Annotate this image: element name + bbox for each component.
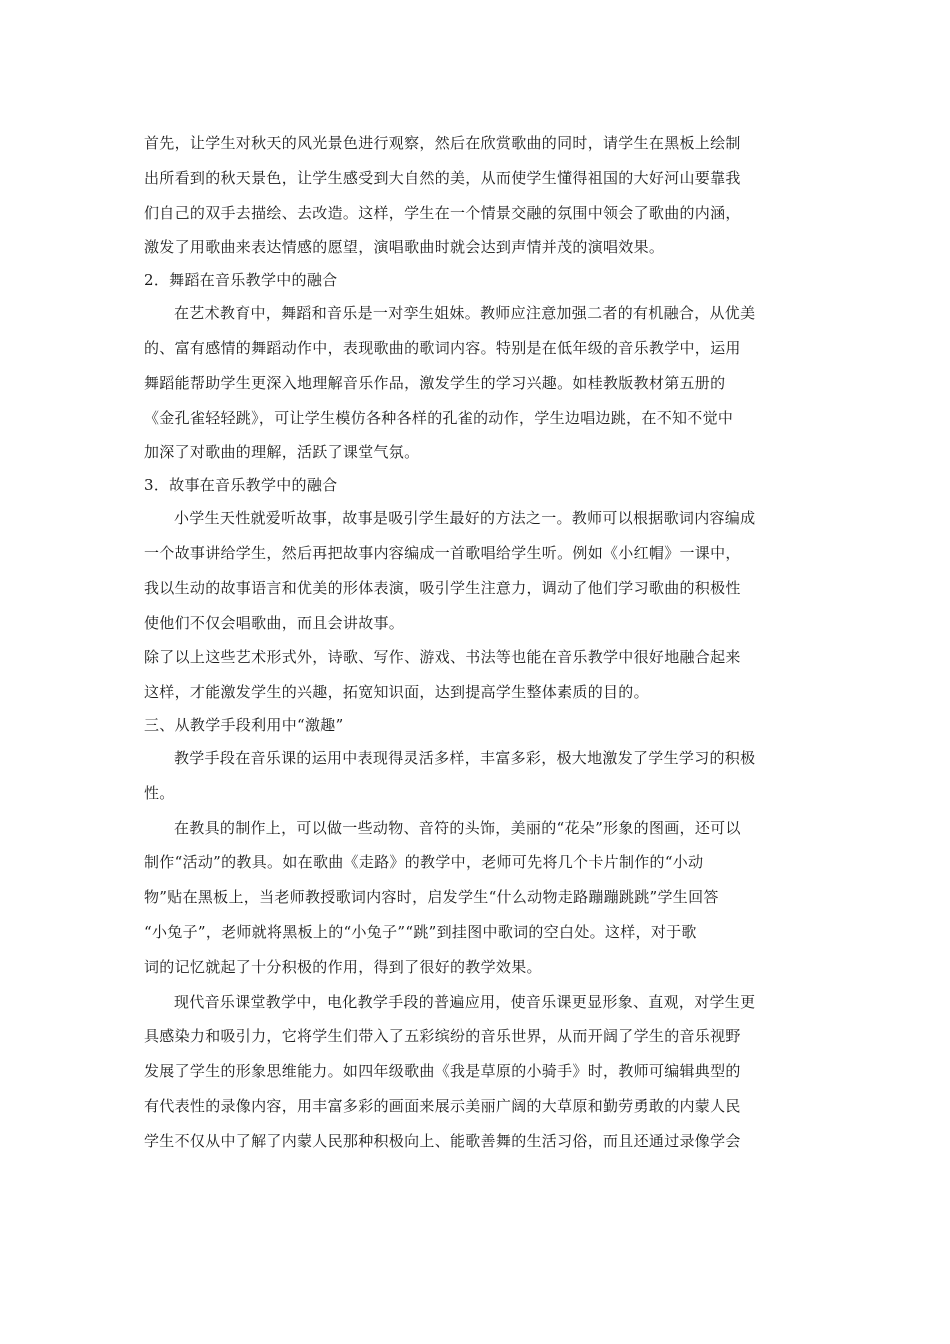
document-page bbox=[144, 126, 812, 1159]
paragraph bbox=[144, 501, 812, 640]
paragraph bbox=[144, 296, 812, 470]
text-line: 有代表性的录像内容，用丰富多彩的画面来展示美丽广阔的大草原和勤劳勇敢的内蒙人民 bbox=[144, 1096, 741, 1115]
text-line: 《金孔雀轻轻跳》，可让学生模仿各种各样的孔雀的动作，学生边唱边跳，在不知不觉中 bbox=[144, 408, 734, 427]
text-line: 小学生天性就爱听故事，故事是吸引学生最好的方法之一。教师可以根据歌词内容编成 bbox=[174, 509, 756, 528]
section-heading: 3．故事在音乐教学中的融合 bbox=[144, 476, 338, 495]
paragraph bbox=[144, 741, 812, 811]
section-heading: 三、从教学手段利用中“激趣” bbox=[144, 715, 344, 734]
text-line: 出所看到的秋天景色，让学生感受到大自然的美，从而使学生懂得祖国的大好河山要靠我 bbox=[144, 168, 741, 187]
text-line: 加深了对歌曲的理解，活跃了课堂气氛。 bbox=[144, 443, 420, 462]
paragraph bbox=[144, 985, 812, 1159]
paragraph bbox=[144, 811, 812, 985]
text-line: 具感染力和吸引力，它将学生们带入了五彩缤纷的音乐世界，从而开阔了学生的音乐视野 bbox=[144, 1027, 741, 1046]
text-line: 词的记忆就起了十分积极的作用，得到了很好的教学效果。 bbox=[144, 957, 542, 976]
text-line: 们自己的双手去描绘、去改造。这样，学生在一个情景交融的氛围中领会了歌曲的内涵， bbox=[144, 203, 741, 222]
text-line: 教学手段在音乐课的运用中表现得灵活多样，丰富多彩，极大地激发了学生学习的积极 bbox=[174, 748, 756, 767]
text-line: “小兔子”，老师就将黑板上的“小兔子”“跳”到挂图中歌词的空白处。这样，对于歌 bbox=[144, 922, 697, 941]
text-line: 的、富有感情的舞蹈动作中，表现歌曲的歌词内容。特别是在低年级的音乐教学中，运用 bbox=[144, 338, 741, 357]
text-line: 一个故事讲给学生，然后再把故事内容编成一首歌唱给学生听。例如《小红帽》一课中， bbox=[144, 543, 741, 562]
text-line: 激发了用歌曲来表达情感的愿望，演唱歌曲时就会达到声情并茂的演唱效果。 bbox=[144, 238, 665, 257]
text-line: 使他们不仅会唱歌曲，而且会讲故事。 bbox=[144, 613, 405, 632]
text-line: 发展了学生的形象思维能力。如四年级歌曲《我是草原的小骑手》时，教师可编辑典型的 bbox=[144, 1062, 741, 1081]
text-line: 舞蹈能帮助学生更深入地理解音乐作品，激发学生的学习兴趣。如桂教版教材第五册的 bbox=[144, 373, 726, 392]
text-line: 在艺术教育中，舞蹈和音乐是一对孪生姐妹。教师应注意加强二者的有机融合，从优美 bbox=[174, 304, 756, 323]
text-line: 制作“活动”的教具。如在歌曲《走路》的教学中，老师可先将几个卡片制作的“小动 bbox=[144, 853, 704, 872]
text-line: 首先，让学生对秋天的风光景色进行观察，然后在欣赏歌曲的同时，请学生在黑板上绘制 bbox=[144, 134, 741, 152]
paragraph bbox=[144, 640, 812, 710]
text-line: 物”贴在黑板上，当老师教授歌词内容时，启发学生“什么动物走路蹦蹦跳跳”学生回答 bbox=[144, 888, 719, 907]
section-heading: 2．舞蹈在音乐教学中的融合 bbox=[144, 271, 338, 290]
text-line: 这样，才能激发学生的兴趣，拓宽知识面，达到提高学生整体素质的目的。 bbox=[144, 683, 649, 702]
text-line: 我以生动的故事语言和优美的形体表演，吸引学生注意力，调动了他们学习歌曲的积极性 bbox=[144, 578, 741, 597]
text-line: 在教具的制作上，可以做一些动物、音符的头饰，美丽的“花朵”形象的图画，还可以 bbox=[174, 818, 741, 837]
paragraph bbox=[144, 126, 812, 265]
text-line: 除了以上这些艺术形式外，诗歌、写作、游戏、书法等也能在音乐教学中很好地融合起来 bbox=[144, 648, 741, 667]
text-line: 现代音乐课堂教学中，电化教学手段的普遍应用，使音乐课更显形象、直观，对学生更 bbox=[174, 992, 756, 1011]
text-line: 学生不仅从中了解了内蒙人民那种积极向上、能歌善舞的生活习俗，而且还通过录像学会 bbox=[144, 1131, 741, 1150]
text-line: 性。 bbox=[144, 783, 175, 802]
